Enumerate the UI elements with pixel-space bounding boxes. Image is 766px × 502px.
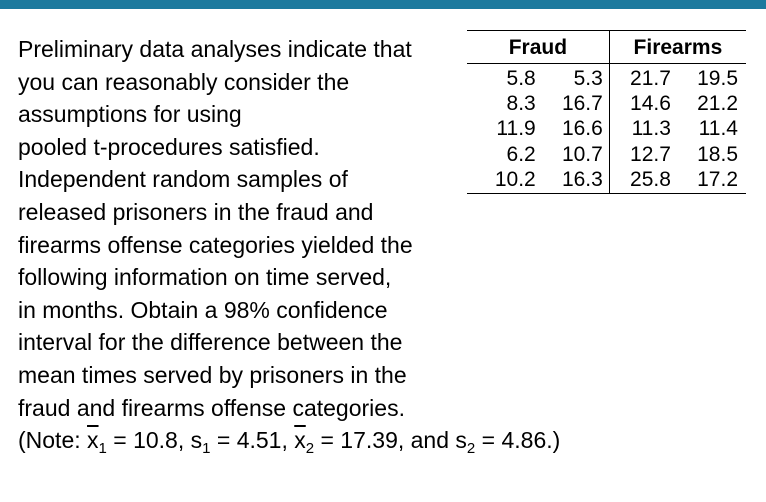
text-line: firearms offense categories yielded the	[18, 231, 413, 258]
table-cell: 11.4	[698, 117, 738, 141]
table-cell: 12.7	[630, 142, 671, 166]
table-row	[467, 91, 746, 116]
table-cell: 16.6	[542, 116, 610, 141]
table-row	[467, 64, 746, 92]
table-cell: 21.2	[697, 92, 738, 116]
table-cell: 6.2	[506, 142, 536, 166]
table-cell: 16.3	[542, 167, 610, 194]
text-line: following information on time served,	[18, 264, 392, 291]
table-row	[467, 116, 746, 141]
statistics-note: (Note: $\overline{x}_1 = 10.8$, $s_1 = 4.51$, $\overline{x}_2 = 17.39$, and $s_2 = 4.86$.)	[18, 427, 561, 458]
header-firearms: Firearms	[609, 31, 746, 64]
table-cell: 21.7	[630, 67, 671, 90]
table-row	[467, 142, 746, 167]
text-line: Independent random samples of	[18, 166, 348, 193]
header-bar	[0, 0, 766, 9]
table-cell: 5.8	[506, 67, 536, 90]
table-cell: 11.3	[631, 117, 671, 141]
table-cell: 10.2	[467, 167, 542, 194]
table-cell: 8.3	[506, 92, 536, 116]
text-line: mean times served by prisoners in the	[18, 361, 407, 388]
text-line: pooled t-procedures satisfied.	[18, 133, 320, 160]
table-cell: 16.7	[542, 91, 610, 116]
table-cell: 19.5	[697, 67, 738, 90]
text-line: fraud and firearms offense categories.	[18, 394, 405, 421]
header-fraud: Fraud	[467, 31, 609, 64]
data-table	[467, 30, 746, 194]
text-line: Preliminary data analyses indicate that	[18, 36, 412, 62]
xbar-symbol: $\overline{x}$	[87, 427, 99, 454]
xbar-symbol: $\overline{x}$	[294, 427, 306, 454]
text-line: interval for the difference between the	[18, 329, 403, 356]
table-row	[467, 167, 746, 194]
table-cell: 11.9	[496, 117, 536, 141]
table-cell: 18.5	[697, 142, 738, 166]
table-cell: 10.7	[542, 142, 610, 167]
table-cell: 17.2	[677, 167, 746, 194]
table-header-row	[467, 31, 746, 64]
text-line: assumptions for using	[18, 101, 242, 128]
text-line: in months. Obtain a 98% confidence	[18, 296, 388, 323]
text-line: you can reasonably consider the	[18, 68, 350, 95]
table-cell: 14.6	[630, 92, 671, 116]
table-cell: 5.3	[542, 64, 610, 92]
table-cell: 25.8	[609, 167, 677, 194]
text-line: released prisoners in the fraud and	[18, 198, 374, 225]
